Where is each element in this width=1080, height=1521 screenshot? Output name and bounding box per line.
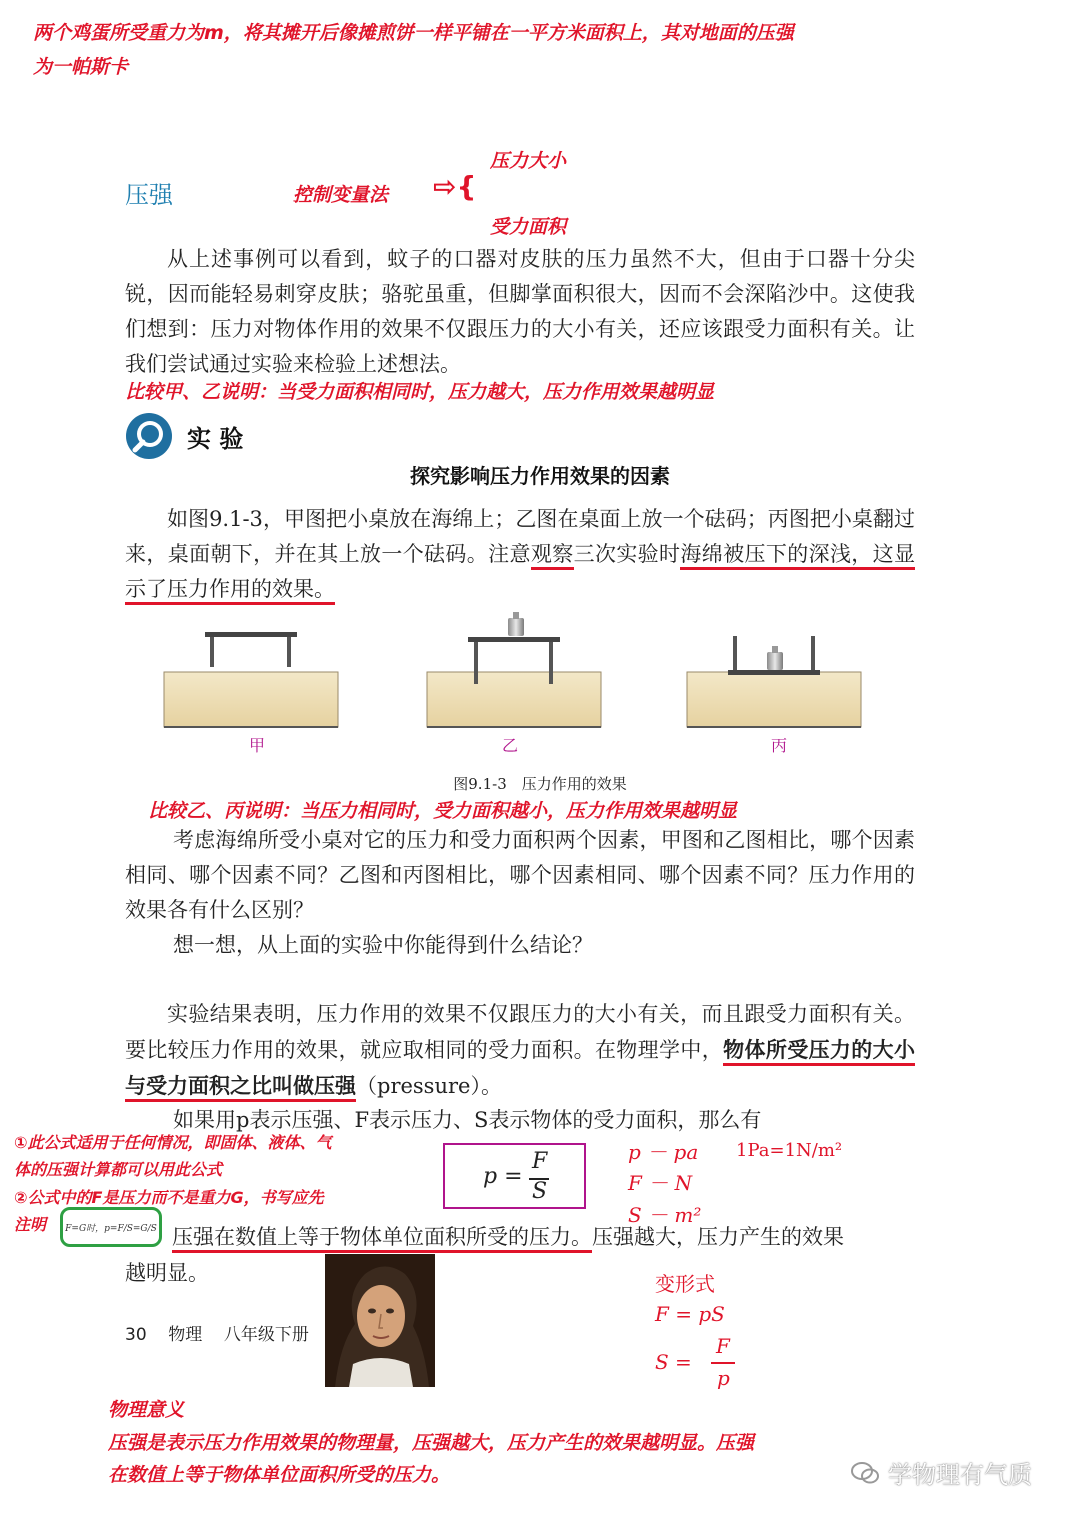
variant-formula-2-den: p (717, 1366, 730, 1390)
intro-paragraph: 从上述事例可以看到，蚊子的口器对皮肤的压力虽然不大，但由于口器十分尖锐，因而能轻易刺穿皮肤；骆驼虽重，但脚掌面积很大，因而不会深陷沙中。这使我们想到：压力对物体作用的效果不仅跟压力的大小有关，还应该跟受力面积有关。让我们尝试通过实验来检验上述想法。 (125, 247, 915, 376)
observe-underlined: 观察 (531, 542, 574, 570)
symbol-definition: 如果用p表示压强、F表示压力、S表示物体的受力面积，那么有 (173, 1108, 762, 1132)
formula-lhs: p = (483, 1164, 523, 1189)
wechat-icon (850, 1460, 880, 1486)
formula-note-3: ②公式中的F是压力而不是重力G，书写应先 (14, 1188, 324, 1207)
variant-formula-1: F = pS (655, 1302, 725, 1326)
variant-fraction-bar (711, 1362, 735, 1364)
formula-note-2: 体的压强计算都可以用此公式 (14, 1160, 223, 1179)
experiment-text-a: 如图9.1-3，甲图把小桌放在海绵上；乙图在桌面上放一个砝码；丙图把小桌翻过来，桌面朝下，并在其上放一个砝码。注意 (125, 507, 915, 566)
pressure-experiment-figure (150, 600, 870, 735)
experiment-text-b: 三次实验时 (573, 542, 681, 566)
variant-title: 变形式 (655, 1272, 715, 1296)
setup-bing (687, 636, 861, 727)
depth-underlined: 压下的深浅，这显示了压力作用的效果。 (125, 542, 915, 605)
formula-denominator: S (532, 1179, 548, 1204)
experiment-paragraph (125, 502, 915, 607)
wechat-watermark (850, 1455, 1032, 1490)
figure-label-jia: 甲 (249, 736, 266, 755)
setup-yi (427, 612, 601, 727)
pascal-portrait-image (325, 1254, 435, 1387)
question-paragraph: 考虑海绵所受小桌对它的压力和受力面积两个因素，甲图和乙图相比，哪个因素相同、哪个因素不同？乙图和丙图相比，哪个因素相同、哪个因素不同？压力作用的效果各有什么区别？ (125, 828, 915, 922)
definition-underlined-2: 受压力的大小与受力面积之比叫做压强 (125, 1037, 915, 1102)
page-number: 30 (125, 1325, 147, 1345)
meaning-end: 越明显。 (125, 1261, 209, 1285)
pascal-definition-note: 1Pa=1N/m² (736, 1140, 843, 1161)
unit-s-note: S － m² (628, 1203, 702, 1227)
experiment-label: 实 验 (187, 425, 244, 453)
factor-area-note: 受力面积 (490, 216, 567, 238)
pressure-english: （pressure）。 (356, 1074, 502, 1098)
page-footer (125, 1320, 309, 1345)
meaning-note-line2: 在数值上等于物体单位面积所受的压力。 (108, 1464, 451, 1486)
think-question: 想一想，从上面的实验中你能得到什么结论？ (173, 933, 593, 957)
figure-label-yi: 乙 (502, 736, 519, 755)
factor-force-note: 压力大小 (490, 150, 567, 172)
arrow-brace-icon: ⇨{ (433, 170, 477, 203)
pressure-formula-box (443, 1143, 586, 1209)
sponge-underlined: 海绵被 (680, 542, 744, 570)
meaning-underlined: 压强在数值上等于物体单位面积所受的压力。 (172, 1225, 592, 1253)
watermark-text: 学物理有气质 (888, 1461, 1032, 1489)
conclusion-paragraph (125, 997, 915, 1104)
meaning-title-note: 物理意义 (108, 1399, 185, 1421)
compare-jia-yi-note: 比较甲、乙说明：当受力面积相同时，压力越大，压力作用效果越明显 (125, 381, 715, 403)
unit-f-note: F － N (628, 1171, 693, 1195)
setup-jia (164, 632, 338, 727)
meaning-note-line1: 压强是表示压力作用效果的物理量，压强越大，压力产生的效果越明显。压强 (108, 1432, 755, 1454)
control-variable-note: 控制变量法 (293, 184, 389, 206)
variant-formula-2-num: F (716, 1334, 730, 1358)
conclusion-text: 实验结果表明，压力作用的效果不仅跟压力的大小有关，而且跟受力面积有关。要比较压力作用的效果，就应取相同的受力面积。在物理学中， (125, 1002, 915, 1062)
compare-yi-bing-note: 比较乙、丙说明：当压力相同时，受力面积越小，压力作用效果越明显 (148, 800, 738, 822)
top-note-line2: 为一帕斯卡 (33, 56, 129, 78)
formula-note-1: ①此公式适用于任何情况，即固体、液体、气 (14, 1133, 332, 1152)
experiment-magnifier-icon (125, 412, 173, 460)
top-note-line1: 两个鸡蛋所受重力为m，将其摊开后像摊煎饼一样平铺在一平方米面积上，其对地面的压强 (33, 22, 794, 44)
section-title: 压强 (125, 181, 173, 209)
footer-grade: 八年级下册 (223, 1325, 309, 1345)
definition-underlined-1: 物体所 (723, 1037, 787, 1066)
green-box-formula: F=G时，p=F/S=G/S (60, 1207, 162, 1247)
formula-note-4: 注明 (14, 1215, 47, 1234)
experiment-title: 探究影响压力作用效果的因素 (410, 464, 670, 488)
formula-numerator: F (532, 1149, 548, 1174)
figure-caption: 图9.1-3 压力作用的效果 (453, 775, 627, 793)
meaning-rest: 压强越大，压力产生的效果 (592, 1225, 844, 1249)
unit-p-note: p － pa (628, 1140, 699, 1164)
variant-formula-2-lhs: S = (655, 1350, 692, 1374)
footer-subject: 物理 (168, 1325, 203, 1345)
meaning-paragraph (172, 1220, 917, 1255)
figure-label-bing: 丙 (771, 736, 788, 755)
